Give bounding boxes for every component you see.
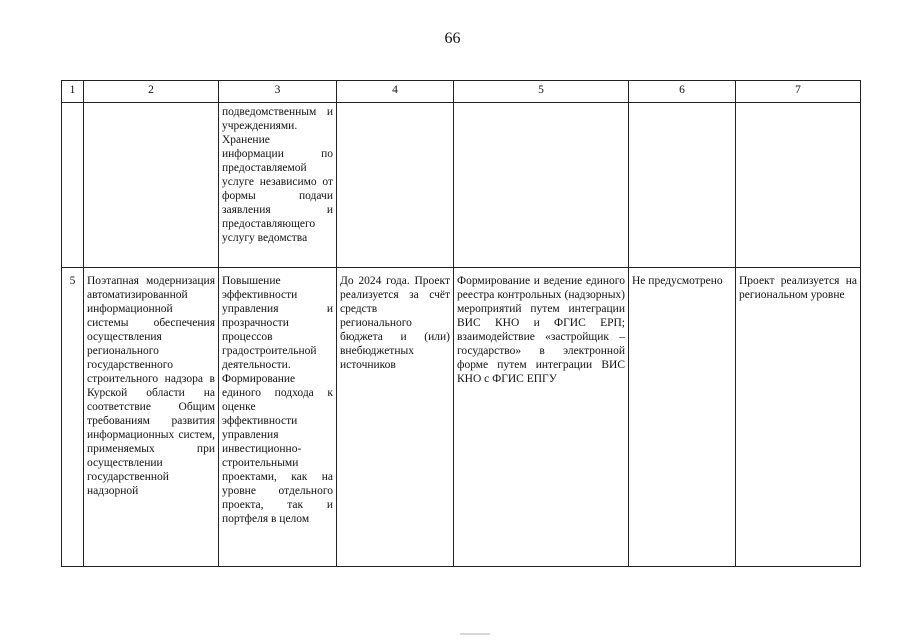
row1-level: [736, 103, 861, 268]
row2-name: Поэтапная модернизация автоматизированной информационной системы обеспечения осуществления регионального государственного строительного надзора в Курской области на соответствие Общим требованиям развития информационных систем, применяемых при осуществлении государственной надзорной: [87, 275, 215, 497]
page-number: 66: [444, 30, 461, 47]
scan-artifact: [460, 633, 490, 635]
header-cell-2: 2: [84, 81, 219, 103]
program-table: [61, 80, 861, 567]
header-cell-1: 1: [62, 81, 84, 103]
row2-level: Проект реализуется на региональном уровне: [736, 268, 861, 567]
header-cell-5: 5: [454, 81, 629, 103]
header-cell-6: 6: [629, 81, 736, 103]
row1-note: [629, 103, 736, 268]
row2-note: Не предусмотрено: [629, 268, 736, 567]
row1-goal: подведомственным и учреждениями. Хранение информации по предоставляемой услуге независимо от формы подачи заявления и предоставляющего услугу ведомства: [219, 103, 337, 268]
header-cell-3: 3: [219, 81, 337, 103]
row2-timeline: До 2024 года. Проект реализуется за счёт средств регионального бюджета и (или) внебюджетных источников: [337, 268, 454, 567]
header-cell-4: 4: [337, 81, 454, 103]
row2-result: Формирование и ведение единого реестра контрольных (надзорных) мероприятий путем интеграции ВИС КНО и ФГИС ЕРП; взаимодействие «застройщик – государство» в электронной форме путем интеграции ВИС КНО с ФГИС ЕПГУ: [454, 268, 629, 567]
table-row: [62, 268, 861, 567]
header-cell-7: 7: [736, 81, 861, 103]
row2-name-cell: [84, 268, 219, 567]
row1-result: [454, 103, 629, 268]
table-row: [62, 103, 861, 268]
row1-timeline: [337, 103, 454, 268]
row2-number: 5: [62, 268, 84, 567]
row1-number: [62, 103, 84, 268]
row2-goal: Повышение эффективности управления и прозрачности процессов градостроительной деятельности. Формирование единого подхода к оценке эффективности управления инвестиционно-строительными проектами, как на уровне отдельного проекта, так и портфеля в целом: [219, 268, 337, 567]
header-row: [62, 81, 861, 103]
row1-name: [84, 103, 219, 268]
